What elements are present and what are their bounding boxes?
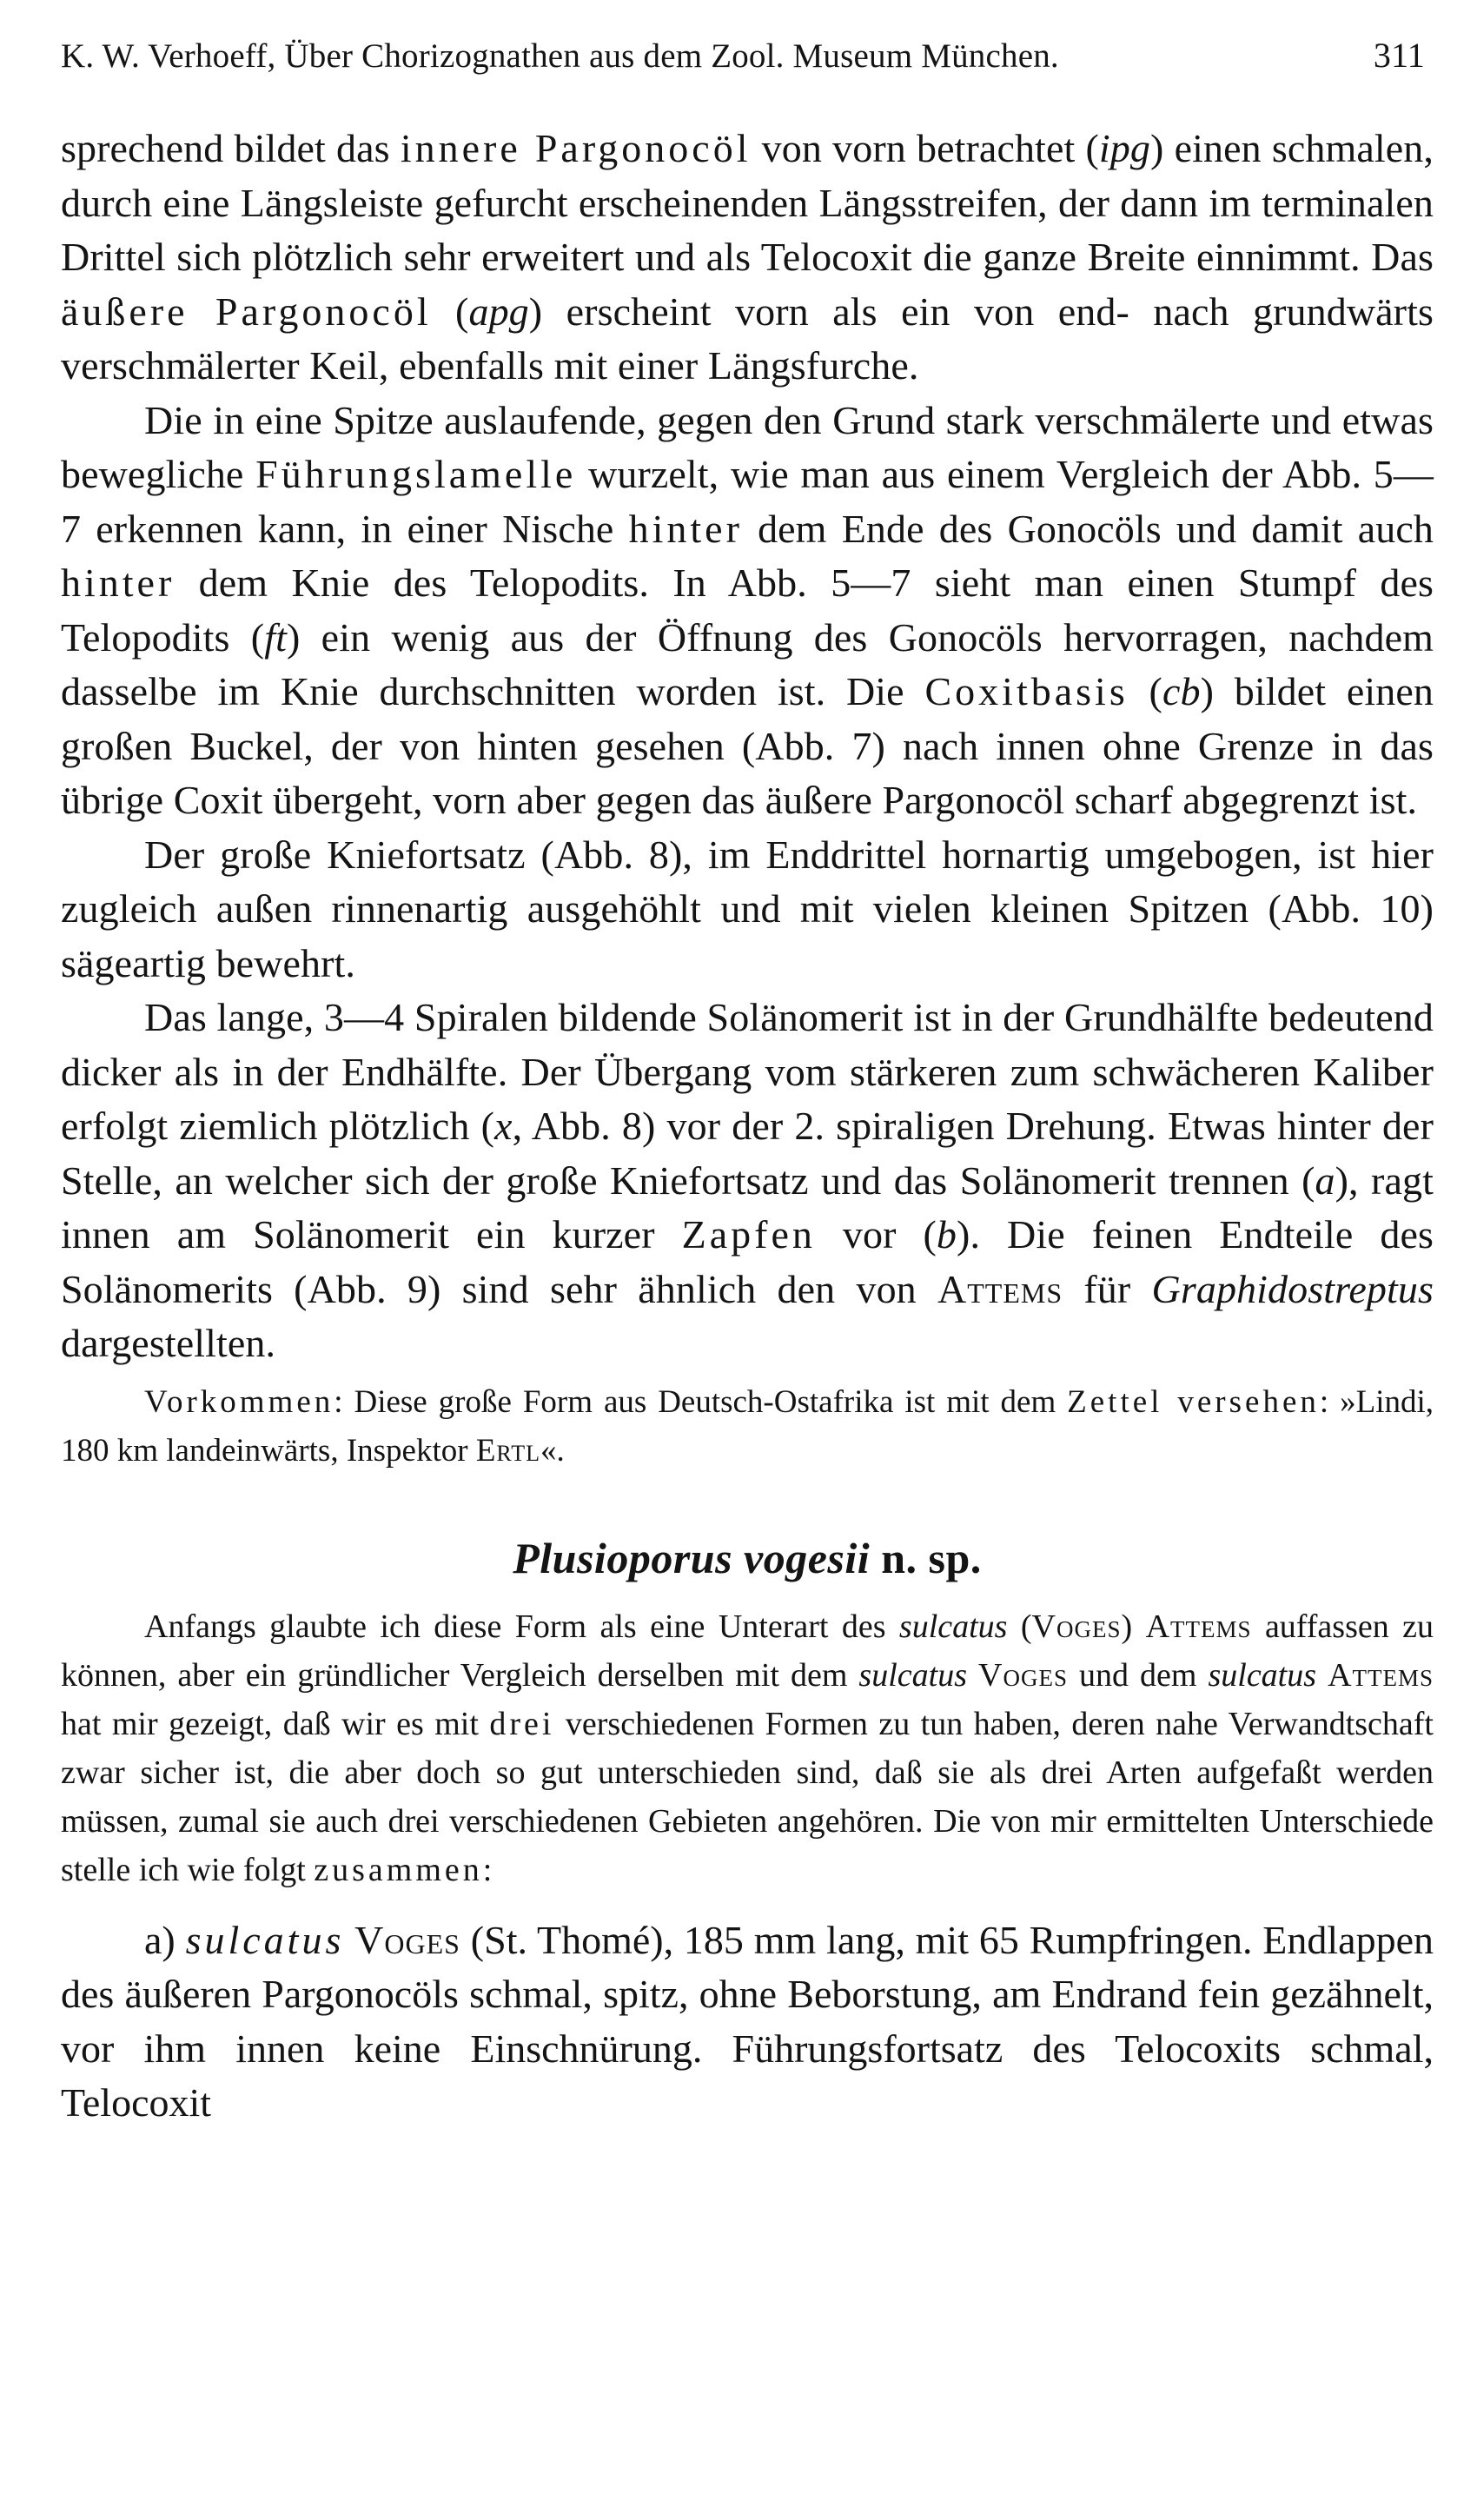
species-heading	[61, 1533, 1434, 1583]
spaced-term: Zapfen	[681, 1212, 816, 1257]
figure-abbreviation: b	[936, 1212, 957, 1257]
page-number: 311	[1373, 36, 1425, 75]
spaced-term: Zettel versehen	[1067, 1383, 1320, 1420]
spaced-term: zusammen	[314, 1851, 483, 1888]
figure-abbreviation: apg	[468, 288, 529, 334]
genus-name: Graphidostreptus	[1151, 1266, 1434, 1311]
author-name: Voges	[354, 1917, 460, 1962]
species-epithet: sulcatus	[185, 1917, 345, 1962]
spaced-term: hinter	[628, 506, 743, 551]
page	[61, 35, 1434, 2131]
species-epithet: sulcatus	[1208, 1656, 1317, 1694]
diagnosis-a	[61, 1913, 1434, 2131]
figure-abbreviation: a	[1315, 1157, 1335, 1203]
paragraph-3: Der große Kniefortsatz (Abb. 8), im Enddrittel hornartig umgebogen, ist hier zugleich außen rinnenartig ausgehöhlt und mit vielen kleinen Spitzen (Abb. 10) sägeartig bewehrt.	[61, 832, 1434, 985]
diagnosis-paragraph: a) sulcatus Voges (St. Thomé), 185 mm lang, mit 65 Rumpfringen. Endlappen des äußeren Pargonocöls schmal, spitz, ohne Beborstung, am Endrand fein gezähnelt, vor ihm innen keine Einschnürung. Führungsfortsatz des Telocoxits schmal, Telocoxit	[61, 1917, 1434, 2125]
diagnosis-label: a)	[144, 1917, 186, 1962]
paragraph-2: Die in eine Spitze auslaufende, gegen den Grund stark verschmälerte und etwas bewegliche Führungslamelle wurzelt, wie man aus einem Vergleich der Abb. 5—7 erkennen kann, in einer Nische hinter dem Ende des Gonocöls und damit auch hinter dem Knie des Telopodits. In Abb. 5—7 sieht man einen Stumpf des Telopodits (ft) ein wenig aus der Öffnung des Gonocöls hervorragen, nachdem dasselbe im Knie durchschnitten worden ist. Die Coxitbasis (cb) bildet einen großen Buckel, der von hinten gesehen (Abb. 7) nach innen ohne Grenze in das übrige Coxit übergeht, vorn aber gegen das äußere Pargonocöl scharf abgegrenzt ist.	[61, 397, 1434, 822]
author-name: Attems	[937, 1266, 1063, 1311]
spaced-term: hinter	[61, 560, 176, 605]
species-status: n. sp.	[870, 1533, 982, 1582]
spaced-term: Vorkommen	[144, 1383, 334, 1420]
spaced-term: Coxitbasis	[924, 669, 1129, 713]
author-name: Voges	[1031, 1608, 1122, 1645]
figure-abbreviation: cb	[1162, 669, 1201, 713]
spaced-term: Führungslamelle	[255, 452, 577, 496]
collector-name: Ertl	[475, 1432, 540, 1469]
figure-abbreviation: ipg	[1098, 126, 1151, 170]
spaced-term: drei	[489, 1705, 555, 1742]
occurrence-note: Vorkommen: Diese große Form aus Deutsch-Ostafrika ist mit dem Zettel versehen: »Lindi, 180 km landeinwärts, Inspektor Ertl«.	[61, 1383, 1434, 1469]
author-name: Attems	[1145, 1608, 1252, 1645]
spaced-term: innere Pargonocöl	[400, 126, 752, 170]
species-epithet: sulcatus	[858, 1656, 967, 1694]
running-header	[61, 35, 1434, 122]
paragraph-1: sprechend bildet das innere Pargonocöl von vorn betrachtet (ipg) einen schmalen, durch eine Längsleiste gefurcht erscheinenden Längsstreifen, der dann im terminalen Drittel sich plötzlich sehr erweitert und als Telocoxit die ganze Breite einnimmt. Das äußere Pargonocöl (apg) erscheint vorn als ein von end- nach grundwärts verschmälerter Keil, ebenfalls mit einer Längsfurche.	[61, 126, 1434, 388]
species-name: Plusioporus vogesii	[513, 1533, 871, 1582]
figure-abbreviation: ft	[264, 614, 287, 660]
author-name: Voges	[978, 1656, 1068, 1694]
running-title: K. W. Verhoeff, Über Chorizognathen aus dem Zool. Museum München.	[61, 37, 1059, 75]
author-name: Attems	[1328, 1656, 1434, 1694]
intro-paragraph: Anfangs glaubte ich diese Form als eine Unterart des sulcatus (Voges) Attems auffassen zu können, aber ein gründlicher Vergleich derselben mit dem sulcatus Voges und dem sulcatus Attems hat mir gezeigt, daß wir es mit drei verschiedenen Formen zu tun haben, deren nahe Verwandtschaft zwar sicher ist, die aber doch so gut unterschieden sind, daß sie als drei Arten aufgefaßt werden müssen, zumal sie auch drei verschiedenen Gebieten angehören. Die von mir ermittelten Unterschiede stelle ich wie folgt zusammen:	[61, 1608, 1434, 1888]
spaced-term: äußere Pargonocöl	[61, 288, 432, 334]
main-text	[61, 122, 1434, 1371]
species-intro	[61, 1602, 1434, 1894]
paragraph-4: Das lange, 3—4 Spiralen bildende Solänomerit ist in der Grundhälfte bedeutend dicker als in der Endhälfte. Der Übergang vom stärkeren zum schwächeren Kaliber erfolgt ziemlich plötzlich (x, Abb. 8) vor der 2. spiraligen Drehung. Etwas hinter der Stelle, an welcher sich der große Kniefortsatz und das Solänomerit trennen (a), ragt innen am Solänomerit ein kurzer Zapfen vor (b). Die feinen Endteile des Solänomerits (Abb. 9) sind sehr ähnlich den von Attems für Graphidostreptus dargestellten.	[61, 995, 1434, 1365]
figure-abbreviation: x	[494, 1104, 513, 1148]
species-epithet: sulcatus	[898, 1608, 1008, 1645]
